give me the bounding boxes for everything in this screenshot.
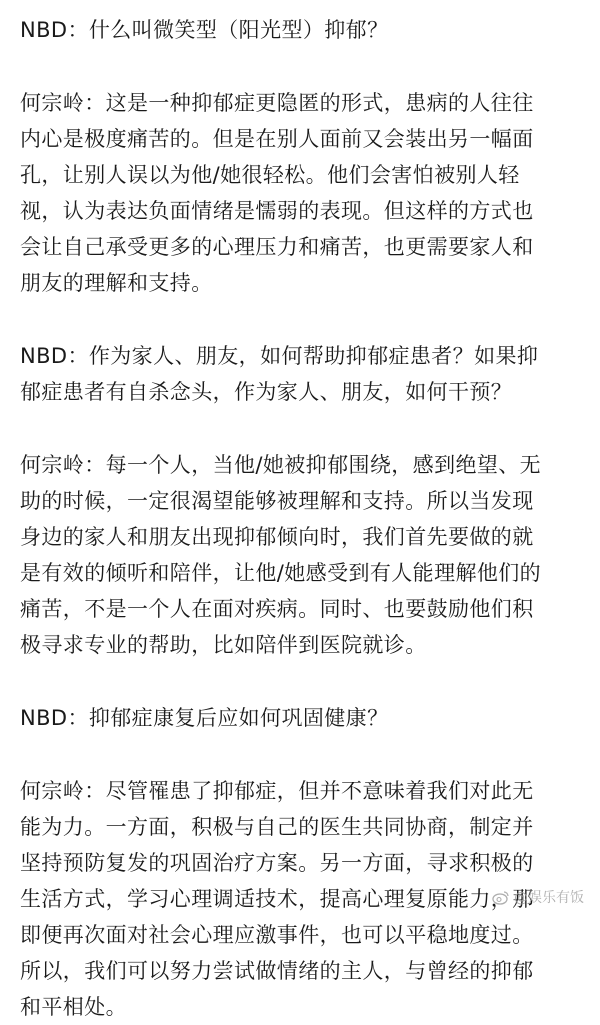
watermark (492, 887, 584, 907)
question-1: NBD：什么叫微笑型（阳光型）抑郁？ (20, 18, 389, 42)
answer-1: 何宗岭：这是一种抑郁症更隐匿的形式，患病的人往往 内心是极度痛苦的。但是在别人面前又会装出另一幅面 孔，让别人误以为他/她很轻松。他们会害怕被别人轻 视，认为表达负面情绪是懦弱的表现。但这样的方式也 会让自己承受更多的心理压力和痛苦，也更需要家人和 朋友的理解和支持。 (20, 91, 534, 295)
watermark-text: @娱乐有饭 (514, 890, 584, 906)
weibo-icon (492, 890, 510, 905)
answer-3: 何宗岭：尽管罹患了抑郁症，但并不意味着我们对此无 能为力。一方面，积极与自己的医生共同协商，制定并 坚持预防复发的巩固治疗方案。另一方面，寻求积极的 生活方式，学习心理调适技术，提高心理复原能力，那 即便再次面对社会心理应激事件，也可以平稳地度过。 所以，我们可以努力尝试做情绪的主人，与曾经的抑郁 和平相处。 (20, 779, 534, 1019)
question-3: NBD：抑郁症康复后应如何巩固健康？ (20, 706, 389, 730)
answer-2: 何宗岭：每一个人，当他/她被抑郁围绕，感到绝望、无 助的时候，一定很渴望能够被理解和支持。所以当发现 身边的家人和朋友出现抑郁倾向时，我们首先要做的就 是有效的倾听和陪伴，让他/她感受到有人能理解他们的 痛苦，不是一个人在面对疾病。同时、也要鼓励他们积 极寻求专业的帮助，比如陪伴到医院就诊。 (20, 453, 542, 657)
article-body (20, 12, 588, 1025)
question-2: NBD：作为家人、朋友，如何帮助抑郁症患者？如果抑 郁症患者有自杀念头，作为家人、朋友，如何干预？ (20, 344, 539, 404)
